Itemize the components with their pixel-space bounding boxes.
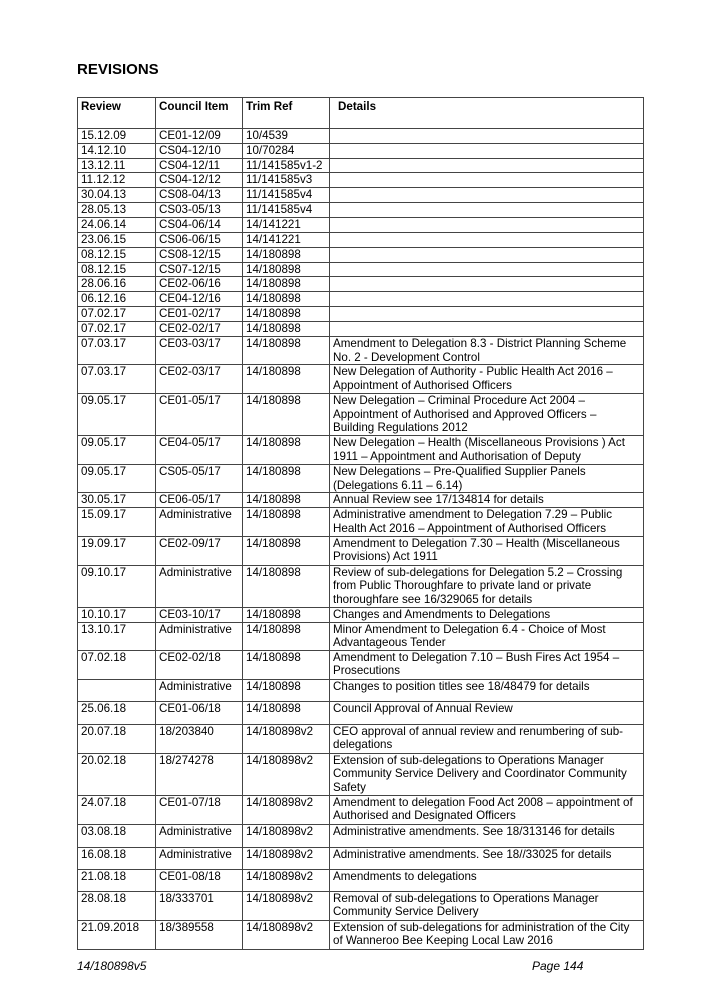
cell-trim-ref: 14/180898 bbox=[243, 536, 330, 565]
cell-trim-ref: 14/180898 bbox=[243, 508, 330, 536]
cell-council-item: CE02-02/18 bbox=[156, 650, 243, 679]
table-row bbox=[78, 436, 644, 465]
cell-trim-ref: 14/180898v2 bbox=[243, 724, 330, 753]
cell-review: 07.02.18 bbox=[78, 650, 156, 679]
cell-details: New Delegation – Health (Miscellaneous Provisions ) Act 1911 – Appointment and Authorisation of Deputy bbox=[330, 436, 644, 465]
table-row bbox=[78, 920, 644, 949]
table-row bbox=[78, 508, 644, 536]
cell-council-item: Administrative bbox=[156, 824, 243, 847]
cell-details: Amendment to Delegation 8.3 - District Planning Scheme No. 2 - Development Control bbox=[330, 336, 644, 364]
table-row bbox=[78, 394, 644, 436]
cell-council-item: CS04-12/10 bbox=[156, 143, 243, 158]
cell-trim-ref: 14/180898 bbox=[243, 322, 330, 337]
cell-review: 15.09.17 bbox=[78, 508, 156, 536]
footer-doc-ref: 14/180898v5 bbox=[77, 959, 147, 973]
cell-trim-ref: 14/180898 bbox=[243, 650, 330, 679]
cell-review: 09.05.17 bbox=[78, 436, 156, 465]
cell-trim-ref: 14/180898 bbox=[243, 247, 330, 262]
cell-details: Review of sub-delegations for Delegation 5.2 – Crossing from Public Thoroughfare to private land or private thoroughfare see 16/329065 for details bbox=[330, 565, 644, 607]
cell-details bbox=[330, 188, 644, 203]
cell-trim-ref: 14/180898 bbox=[243, 336, 330, 364]
cell-details bbox=[330, 203, 644, 218]
cell-details bbox=[330, 129, 644, 144]
cell-council-item: CS03-05/13 bbox=[156, 203, 243, 218]
cell-review: 13.10.17 bbox=[78, 622, 156, 650]
cell-details: Annual Review see 17/134814 for details bbox=[330, 493, 644, 508]
table-row bbox=[78, 188, 644, 203]
cell-review: 14.12.10 bbox=[78, 143, 156, 158]
table-row bbox=[78, 891, 644, 920]
cell-trim-ref: 11/141585v4 bbox=[243, 203, 330, 218]
cell-council-item: CE03-10/17 bbox=[156, 607, 243, 622]
cell-details: Council Approval of Annual Review bbox=[330, 701, 644, 724]
cell-details bbox=[330, 173, 644, 188]
cell-details: New Delegation of Authority - Public Health Act 2016 – Appointment of Authorised Officers bbox=[330, 365, 644, 394]
cell-review: 06.12.16 bbox=[78, 292, 156, 307]
cell-council-item: Administrative bbox=[156, 679, 243, 701]
cell-council-item: 18/389558 bbox=[156, 920, 243, 949]
cell-details bbox=[330, 292, 644, 307]
table-row bbox=[78, 218, 644, 233]
cell-trim-ref: 14/180898v2 bbox=[243, 920, 330, 949]
cell-details bbox=[330, 143, 644, 158]
cell-council-item: CE04-05/17 bbox=[156, 436, 243, 465]
cell-trim-ref: 14/180898v2 bbox=[243, 824, 330, 847]
cell-council-item: CS04-12/11 bbox=[156, 158, 243, 173]
cell-council-item: Administrative bbox=[156, 622, 243, 650]
table-row bbox=[78, 173, 644, 188]
cell-review: 13.12.11 bbox=[78, 158, 156, 173]
cell-trim-ref: 14/141221 bbox=[243, 232, 330, 247]
table-row bbox=[78, 724, 644, 753]
cell-trim-ref: 14/180898v2 bbox=[243, 753, 330, 795]
cell-council-item: 18/203840 bbox=[156, 724, 243, 753]
cell-review: 08.12.15 bbox=[78, 247, 156, 262]
cell-review: 23.06.15 bbox=[78, 232, 156, 247]
cell-details bbox=[330, 247, 644, 262]
cell-details bbox=[330, 322, 644, 337]
cell-details bbox=[330, 262, 644, 277]
column-header-trim-ref: Trim Ref bbox=[243, 98, 330, 129]
cell-trim-ref: 14/180898 bbox=[243, 493, 330, 508]
cell-council-item: CE06-05/17 bbox=[156, 493, 243, 508]
cell-council-item: CE04-12/16 bbox=[156, 292, 243, 307]
cell-council-item: CE03-03/17 bbox=[156, 336, 243, 364]
cell-review: 09.05.17 bbox=[78, 465, 156, 493]
table-row bbox=[78, 465, 644, 493]
cell-council-item: CE01-12/09 bbox=[156, 129, 243, 144]
table-row bbox=[78, 795, 644, 824]
cell-council-item: Administrative bbox=[156, 847, 243, 869]
cell-council-item: CE02-06/16 bbox=[156, 277, 243, 292]
table-header-row bbox=[78, 98, 644, 129]
revisions-table bbox=[77, 97, 644, 950]
cell-review: 24.07.18 bbox=[78, 795, 156, 824]
table-row bbox=[78, 129, 644, 144]
cell-trim-ref: 14/180898 bbox=[243, 465, 330, 493]
cell-council-item: CE01-05/17 bbox=[156, 394, 243, 436]
cell-details: Administrative amendments. See 18//33025 for details bbox=[330, 847, 644, 869]
table-row bbox=[78, 143, 644, 158]
cell-trim-ref: 14/180898 bbox=[243, 679, 330, 701]
cell-trim-ref: 11/141585v3 bbox=[243, 173, 330, 188]
cell-council-item: CE01-07/18 bbox=[156, 795, 243, 824]
cell-review: 07.03.17 bbox=[78, 336, 156, 364]
table-row bbox=[78, 336, 644, 364]
cell-council-item: CE02-09/17 bbox=[156, 536, 243, 565]
cell-review: 28.06.16 bbox=[78, 277, 156, 292]
table-row bbox=[78, 753, 644, 795]
cell-trim-ref: 14/180898 bbox=[243, 365, 330, 394]
cell-trim-ref: 14/180898 bbox=[243, 262, 330, 277]
table-row bbox=[78, 232, 644, 247]
cell-council-item: CS08-04/13 bbox=[156, 188, 243, 203]
table-row bbox=[78, 565, 644, 607]
cell-trim-ref: 14/180898v2 bbox=[243, 847, 330, 869]
cell-details: Administrative amendment to Delegation 7.29 – Public Health Act 2016 – Appointment of Authorised Officers bbox=[330, 508, 644, 536]
cell-trim-ref: 14/180898 bbox=[243, 436, 330, 465]
cell-review: 24.06.14 bbox=[78, 218, 156, 233]
cell-details: New Delegation – Criminal Procedure Act 2004 – Appointment of Authorised and Approved Officers – Building Regulations 2012 bbox=[330, 394, 644, 436]
cell-details: Changes to position titles see 18/48479 for details bbox=[330, 679, 644, 701]
cell-details: Extension of sub-delegations for administration of the City of Wanneroo Bee Keeping Local Law 2016 bbox=[330, 920, 644, 949]
cell-review: 09.05.17 bbox=[78, 394, 156, 436]
cell-trim-ref: 10/70284 bbox=[243, 143, 330, 158]
cell-trim-ref: 10/4539 bbox=[243, 129, 330, 144]
cell-details: Minor Amendment to Delegation 6.4 - Choice of Most Advantageous Tender bbox=[330, 622, 644, 650]
cell-review bbox=[78, 679, 156, 701]
cell-council-item: Administrative bbox=[156, 508, 243, 536]
table-row bbox=[78, 203, 644, 218]
cell-review: 16.08.18 bbox=[78, 847, 156, 869]
cell-trim-ref: 14/180898 bbox=[243, 565, 330, 607]
cell-details: Amendments to delegations bbox=[330, 869, 644, 891]
cell-council-item: CS04-12/12 bbox=[156, 173, 243, 188]
cell-details: Amendment to Delegation 7.10 – Bush Fires Act 1954 – Prosecutions bbox=[330, 650, 644, 679]
cell-review: 03.08.18 bbox=[78, 824, 156, 847]
table-row bbox=[78, 247, 644, 262]
cell-council-item: 18/333701 bbox=[156, 891, 243, 920]
cell-details: CEO approval of annual review and renumbering of sub-delegations bbox=[330, 724, 644, 753]
column-header-council-item: Council Item bbox=[156, 98, 243, 129]
cell-review: 20.02.18 bbox=[78, 753, 156, 795]
cell-trim-ref: 14/180898 bbox=[243, 607, 330, 622]
cell-review: 07.03.17 bbox=[78, 365, 156, 394]
cell-details bbox=[330, 307, 644, 322]
cell-review: 09.10.17 bbox=[78, 565, 156, 607]
cell-council-item: CS05-05/17 bbox=[156, 465, 243, 493]
cell-trim-ref: 14/180898v2 bbox=[243, 795, 330, 824]
cell-council-item: CE01-08/18 bbox=[156, 869, 243, 891]
cell-details: New Delegations – Pre-Qualified Supplier Panels (Delegations 6.11 – 6.14) bbox=[330, 465, 644, 493]
cell-trim-ref: 14/180898 bbox=[243, 307, 330, 322]
cell-details bbox=[330, 232, 644, 247]
cell-trim-ref: 14/180898 bbox=[243, 701, 330, 724]
table-row bbox=[78, 365, 644, 394]
cell-review: 08.12.15 bbox=[78, 262, 156, 277]
cell-review: 19.09.17 bbox=[78, 536, 156, 565]
cell-trim-ref: 14/180898 bbox=[243, 292, 330, 307]
cell-review: 25.06.18 bbox=[78, 701, 156, 724]
table-row bbox=[78, 307, 644, 322]
cell-trim-ref: 11/141585v1-2 bbox=[243, 158, 330, 173]
table-row bbox=[78, 622, 644, 650]
table-row bbox=[78, 493, 644, 508]
cell-review: 07.02.17 bbox=[78, 307, 156, 322]
table-row bbox=[78, 847, 644, 869]
cell-trim-ref: 14/180898v2 bbox=[243, 891, 330, 920]
cell-trim-ref: 14/180898 bbox=[243, 622, 330, 650]
table-row bbox=[78, 292, 644, 307]
cell-review: 20.07.18 bbox=[78, 724, 156, 753]
cell-review: 30.05.17 bbox=[78, 493, 156, 508]
table-row bbox=[78, 158, 644, 173]
cell-review: 07.02.17 bbox=[78, 322, 156, 337]
cell-trim-ref: 11/141585v4 bbox=[243, 188, 330, 203]
cell-council-item: CE02-03/17 bbox=[156, 365, 243, 394]
cell-review: 15.12.09 bbox=[78, 129, 156, 144]
column-header-details: Details bbox=[330, 98, 644, 129]
table-row bbox=[78, 322, 644, 337]
cell-trim-ref: 14/180898 bbox=[243, 394, 330, 436]
cell-review: 11.12.12 bbox=[78, 173, 156, 188]
table-row bbox=[78, 701, 644, 724]
cell-council-item: CS04-06/14 bbox=[156, 218, 243, 233]
table-row bbox=[78, 679, 644, 701]
cell-details bbox=[330, 158, 644, 173]
footer-page-number: Page 144 bbox=[532, 959, 584, 973]
table-row bbox=[78, 824, 644, 847]
cell-council-item: 18/274278 bbox=[156, 753, 243, 795]
table-row bbox=[78, 277, 644, 292]
cell-details bbox=[330, 277, 644, 292]
table-row bbox=[78, 607, 644, 622]
column-header-review: Review bbox=[78, 98, 156, 129]
cell-council-item: CS06-06/15 bbox=[156, 232, 243, 247]
cell-council-item: CS08-12/15 bbox=[156, 247, 243, 262]
cell-review: 21.08.18 bbox=[78, 869, 156, 891]
cell-details: Amendment to Delegation 7.30 – Health (Miscellaneous Provisions) Act 1911 bbox=[330, 536, 644, 565]
cell-details: Extension of sub-delegations to Operations Manager Community Service Delivery and Coordinator Community Safety bbox=[330, 753, 644, 795]
table-row bbox=[78, 869, 644, 891]
cell-details: Amendment to delegation Food Act 2008 – appointment of Authorised and Designated Officers bbox=[330, 795, 644, 824]
page-heading: REVISIONS bbox=[77, 61, 159, 78]
cell-trim-ref: 14/180898 bbox=[243, 277, 330, 292]
cell-council-item: CE02-02/17 bbox=[156, 322, 243, 337]
cell-council-item: CS07-12/15 bbox=[156, 262, 243, 277]
cell-council-item: CE01-06/18 bbox=[156, 701, 243, 724]
cell-review: 28.05.13 bbox=[78, 203, 156, 218]
cell-review: 10.10.17 bbox=[78, 607, 156, 622]
cell-review: 21.09.2018 bbox=[78, 920, 156, 949]
cell-details bbox=[330, 218, 644, 233]
cell-details: Changes and Amendments to Delegations bbox=[330, 607, 644, 622]
cell-details: Removal of sub-delegations to Operations Manager Community Service Delivery bbox=[330, 891, 644, 920]
table-row bbox=[78, 650, 644, 679]
cell-trim-ref: 14/180898v2 bbox=[243, 869, 330, 891]
table-row bbox=[78, 262, 644, 277]
table-row bbox=[78, 536, 644, 565]
cell-review: 28.08.18 bbox=[78, 891, 156, 920]
cell-council-item: Administrative bbox=[156, 565, 243, 607]
cell-trim-ref: 14/141221 bbox=[243, 218, 330, 233]
cell-review: 30.04.13 bbox=[78, 188, 156, 203]
cell-council-item: CE01-02/17 bbox=[156, 307, 243, 322]
cell-details: Administrative amendments. See 18/313146 for details bbox=[330, 824, 644, 847]
